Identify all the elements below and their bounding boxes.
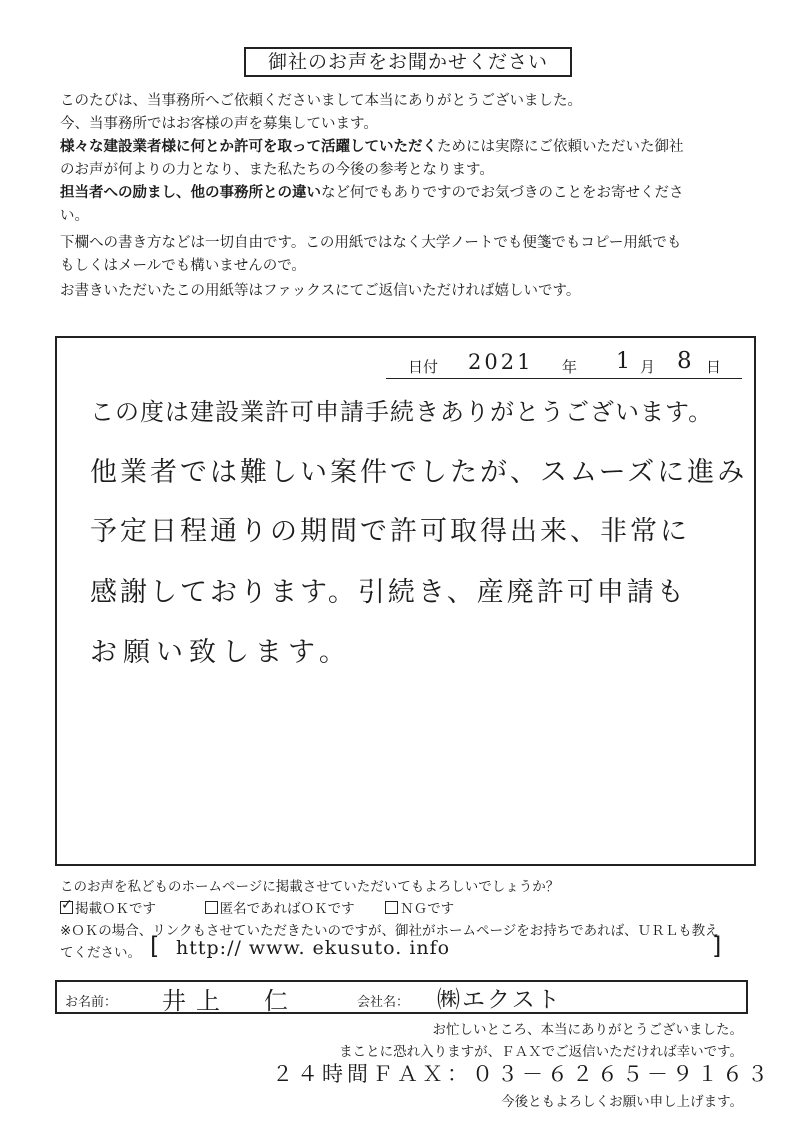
intro-line-2: 今、当事務所ではお客様の声を募集しています。 xyxy=(60,116,378,132)
option-ng-label: ＮＧです xyxy=(400,901,455,917)
message-line-4: 感謝しております。引続き、産廃許可申請も xyxy=(90,577,687,608)
fax-number: ２４時間ＦＡＸ：０３－６２６５－９１６３ xyxy=(272,1062,772,1086)
intro-line-4: のお声が何よりの力となり、また私たちの今後の参考となります。 xyxy=(60,162,494,178)
checkbox-ng[interactable] xyxy=(385,901,398,914)
customer-name: 井上 仁 xyxy=(162,987,298,1015)
intro-emphasis-1: 様々な建設業者様に何とか許可を取って活躍していただく xyxy=(60,139,437,155)
date-year: 2021 xyxy=(468,350,534,374)
company-name: ㈱エクスト xyxy=(437,987,562,1013)
option-publish-ok-label: 掲載ＯＫです xyxy=(75,901,156,917)
footer-request: まことに恐れ入りますが、ＦＡＸでご返信いただければ幸いです。 xyxy=(339,1044,743,1060)
intro-emphasis-2: 担当者への励まし、他の事務所との違い xyxy=(60,185,321,201)
signature-row xyxy=(55,980,748,1014)
company-url: http:// www. ekusuto. info xyxy=(176,937,451,959)
url-note-2: てください。 xyxy=(60,945,141,961)
date-label: 日付 xyxy=(408,358,439,376)
name-label: お名前： xyxy=(65,995,118,1010)
company-label: 会社名： xyxy=(357,995,410,1010)
url-bracket-close: ] xyxy=(712,932,722,960)
date-month: 1 xyxy=(616,349,630,374)
intro-line-6: い。 xyxy=(60,208,89,224)
url-bracket-open: [ xyxy=(150,932,160,960)
date-day-unit: 日 xyxy=(706,358,722,376)
date-field xyxy=(386,348,742,379)
intro-line-5-rest: など何でもありですのでお気づきのことをお寄せくださ xyxy=(321,185,684,201)
footer-closing: 今後ともよろしくお願い申し上げます。 xyxy=(501,1094,743,1110)
message-line-5: お願い致します。 xyxy=(90,637,352,668)
consent-options xyxy=(60,897,454,917)
url-note-1: ※ＯＫの場合、リンクもさせていただきたいのですが、御社がホームページをお持ちであれば、ＵＲＬも教え xyxy=(60,923,719,939)
date-day: 8 xyxy=(677,348,692,374)
date-year-unit: 年 xyxy=(562,358,578,376)
intro-line-1: このたびは、当事務所へご依頼くださいまして本当にありがとうございました。 xyxy=(60,93,582,109)
page-title: 御社のお声をお聞かせください xyxy=(244,47,572,77)
message-line-1: この度は建設業許可申請手続きありがとうございます。 xyxy=(90,398,714,426)
intro-line-5 xyxy=(60,182,684,204)
date-month-unit: 月 xyxy=(640,358,656,376)
intro-line-3-rest: ためには実際にご依頼いただいた御社 xyxy=(437,139,684,155)
intro-line-9: お書きいただいたこの用紙等はファックスにてご返信いただければ嬉しいです。 xyxy=(60,283,581,299)
consent-question: このお声を私どものホームページに掲載させていただいてもよろしいでしょうか？ xyxy=(60,879,560,895)
intro-line-8: もしくはメールでも構いませんので。 xyxy=(60,258,306,274)
intro-line-7: 下欄への書き方などは一切自由です。この用紙ではなく大学ノートでも便箋でもコピー用紙でも xyxy=(60,235,682,251)
checkbox-anonymous-ok[interactable] xyxy=(205,901,218,914)
footer-thanks: お忙しいところ、本当にありがとうございました。 xyxy=(432,1022,743,1038)
checkbox-publish-ok[interactable] xyxy=(60,901,73,914)
message-line-3: 予定日程通りの期間で許可取得出来、非常に xyxy=(90,516,690,547)
message-line-2: 他業者では難しい案件でしたが、スムーズに進み xyxy=(90,457,748,488)
intro-line-3 xyxy=(60,136,684,158)
option-anonymous-ok-label: 匿名であればＯＫです xyxy=(219,901,355,917)
